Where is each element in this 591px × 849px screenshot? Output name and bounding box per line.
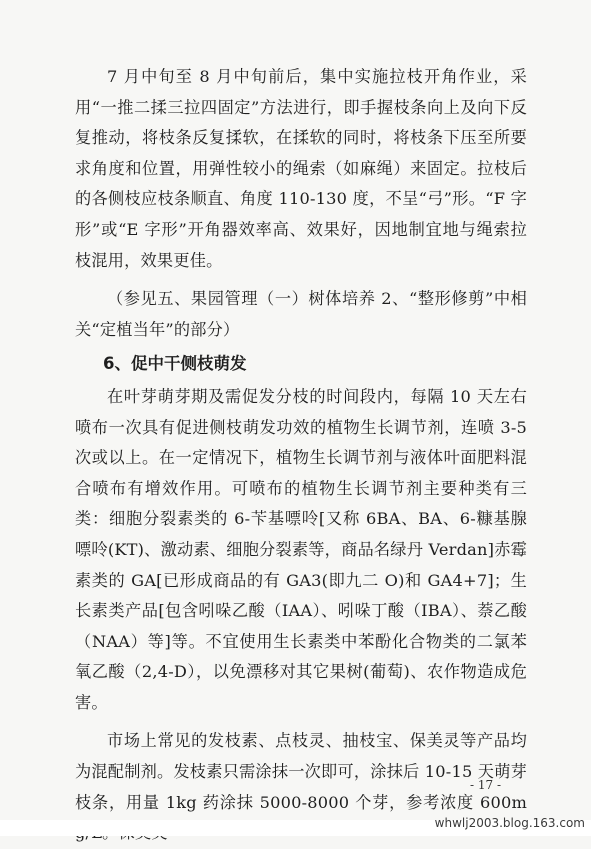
section-heading: 6、促中干侧枝萌发 <box>103 354 247 374</box>
paragraph-reference-note: （参见五、果园管理（一）树体培养 2、“整形修剪”中相关“定植当年”的部分） <box>75 289 527 339</box>
blog-watermark: whwlj2003.blog.163.com <box>434 816 585 830</box>
paragraph-market-products: 市场上常见的发枝素、点枝灵、抽枝宝、保美灵等产品均为混配制剂。发枝素只需涂抹一次即可，涂抹后 10-15 天萌芽枝条，用量 1kg 药涂抹 5000-8000 个芽，参考浓度 600m <box>75 731 527 812</box>
paragraph-branch-pulling: 7 月中旬至 8 月中旬前后，集中实施拉枝开角作业，采用“一推二揉三拉四固定”方法进行，即手握枝条向上及向下反复推动，将枝条反复揉软，在揉软的同时，将枝条下压至所要求角度和位置，用弹性较小的绳索（如麻绳）来固定。拉枝后的各侧枝应枝条顺直、角度 110-130 度，不呈“弓”形。“F 字形”或“E 字形”开角器效率高、效果好，因地制宜地与绳索拉枝混用，效果更佳。 <box>75 67 527 270</box>
page-number: - 17 - <box>470 778 502 792</box>
paragraph-growth-regulators: 在叶芽萌芽期及需促发分枝的时间段内，每隔 10 天左右喷布一次具有促进侧枝萌发功效的植物生长调节剂，连喷 3-5 次或以上。在一定情况下，植物生长调节剂与液体叶面肥料混合喷布有增效作用。可喷布的植物生长调节剂主要种类有三类：细胞分裂素类的 6-苄基嘌呤[又称 6BA、BA、6-糠基腺嘌呤(KT)、激动素、细胞分裂素等，商品名绿丹 Verdan]赤霉素类的 GA[已形成商品的有 GA3(即九二 O)和 GA4+7]；生长素类产品[包含吲哚乙酸（IAA）、吲哚丁酸（IBA）、萘乙酸（NAA）等]等。不宜使用生长素类中苯酚化合物类的二氯苯氧乙酸（2,4-D），以免漂移对其它果树(葡萄)、农作物造成危害。 <box>75 386 527 712</box>
document-body <box>75 62 527 849</box>
